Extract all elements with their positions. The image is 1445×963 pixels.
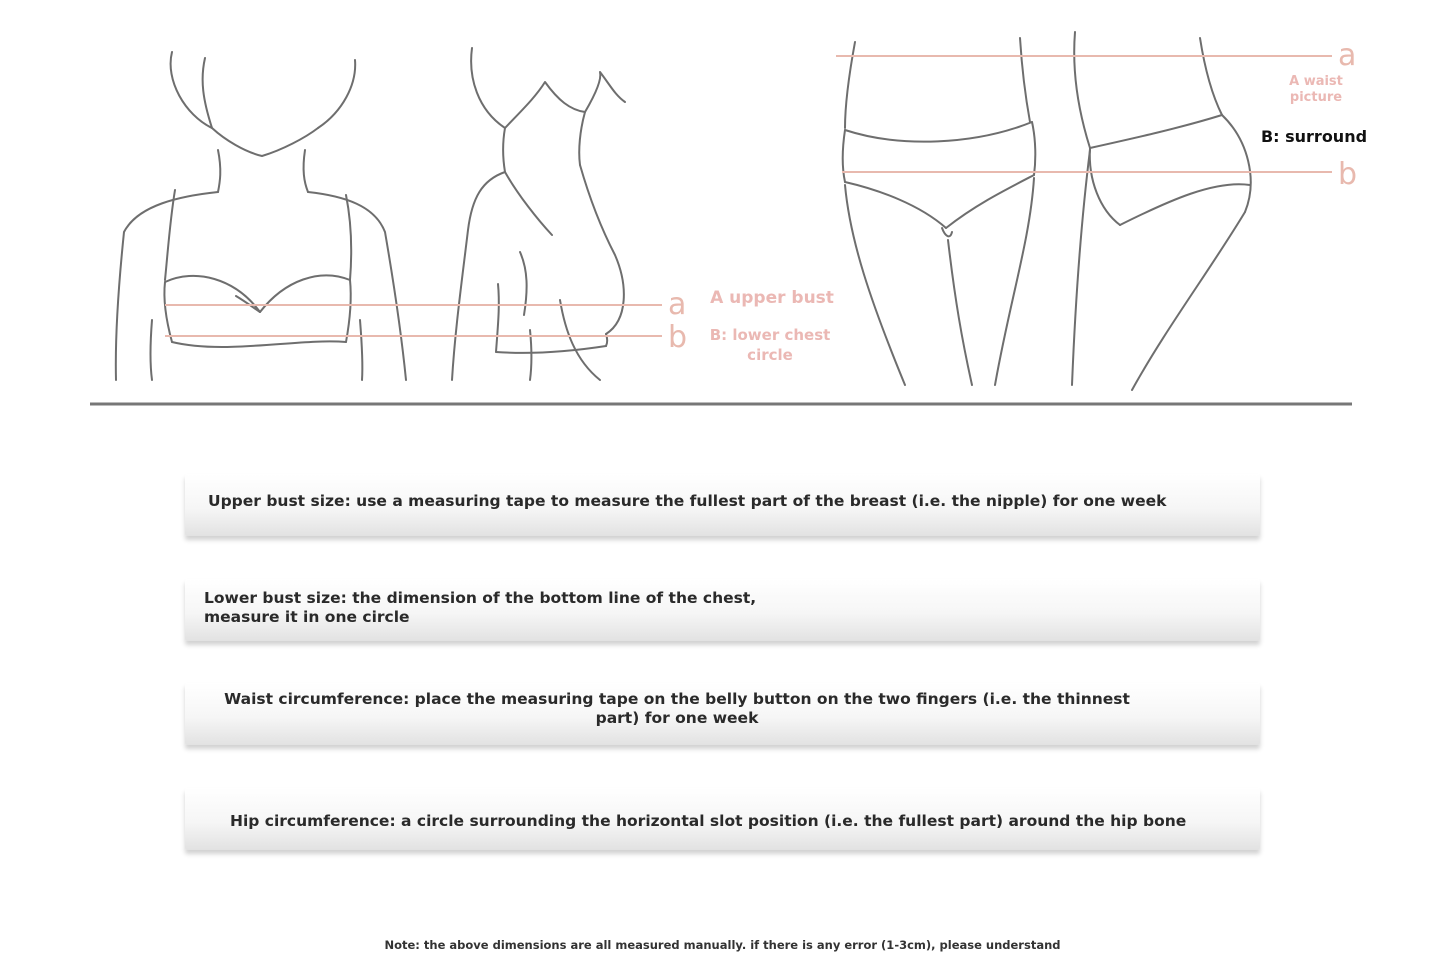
- hip-instruction: Hip circumference: a circle surrounding the horizontal slot position (i.e. the fullest part) around the hip bone: [230, 812, 1187, 830]
- waist-guide-lines: [836, 38, 1357, 192]
- hip-instruction-card: [185, 788, 1260, 850]
- bust-guide-letter-b: b: [668, 320, 688, 355]
- waist-instruction: Waist circumference: place the measuring tape on the belly button on the two fingers (i.e. the thinnest part) for one week: [224, 690, 1130, 727]
- waist-guide-letter-b: b: [1338, 157, 1358, 192]
- upper-bust-label: A upper bust: [710, 288, 834, 308]
- bust-guide-lines: [165, 287, 687, 355]
- front-hips-sketch: [843, 38, 1036, 385]
- waist-instruction-card: [185, 683, 1260, 745]
- upper-bust-instruction: Upper bust size: use a measuring tape to measure the fullest part of the breast (i.e. the nipple) for one week: [208, 492, 1167, 510]
- surround-label: B: surround: [1260, 127, 1368, 146]
- side-torso-sketch: [452, 48, 625, 380]
- waist-picture-label-line1: A waist: [1289, 74, 1343, 89]
- side-hips-sketch: [1072, 32, 1251, 390]
- lower-chest-label-line1: B: lower chest: [709, 326, 831, 344]
- bust-guide-letter-a: a: [668, 287, 687, 322]
- front-torso-sketch: [116, 52, 406, 380]
- upper-bust-instruction-card: [185, 474, 1260, 536]
- lower-chest-label-line2: circle: [747, 346, 793, 364]
- measurement-diagram: [0, 0, 1445, 420]
- waist-labels: [1261, 74, 1367, 146]
- waist-guide-letter-a: a: [1338, 38, 1357, 73]
- lower-bust-instruction: Lower bust size: the dimension of the bottom line of the chest, measure it in one circle: [204, 589, 757, 626]
- footnote: Note: the above dimensions are all measured manually. if there is any error (1-3cm), please understand: [384, 938, 1061, 952]
- bust-labels: [710, 288, 834, 364]
- lower-bust-instruction-card: [185, 579, 1260, 641]
- waist-picture-label-line2: picture: [1289, 90, 1343, 105]
